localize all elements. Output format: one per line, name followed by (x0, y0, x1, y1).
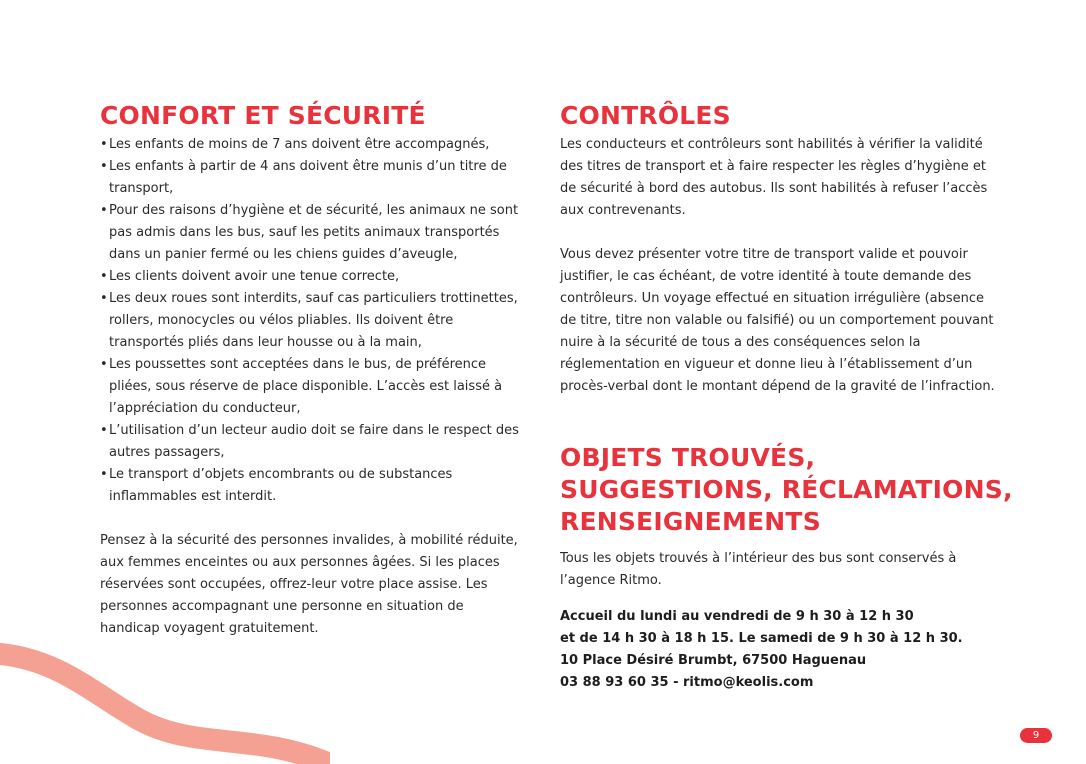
list-item: • Les enfants de moins de 7 ans doivent être accompagnés, (100, 134, 520, 156)
left-column (100, 100, 520, 640)
lost-objects-title (560, 442, 1013, 538)
opening-hours-line: Accueil du lundi au vendredi de 9 h 30 à 12 h 30 (560, 609, 914, 624)
decorative-wave (0, 640, 330, 764)
lost-objects-title-line: SUGGESTIONS, RÉCLAMATIONS, (560, 475, 1013, 504)
controls-paragraph-1: Les conducteurs et contrôleurs sont habilités à vérifier la validité des titres de transport et à faire respecter les règles d’hygiène et de sécurité à bord des autobus. Ils sont habilités à refuser l’accès aux contrevenants. (560, 137, 988, 218)
controls-paragraph-2: Vous devez présenter votre titre de transport valide et pouvoir justifier, le cas échéant, de votre identité à toute demande des contrôleurs. Un voyage effectué en situation irrégulière (absence de titre, titre non valable ou falsifié) ou un comportement pouvant nuire à la sécurité de tous a des conséquences selon la réglementation en vigueur et donne lieu à l’établissement d’un procès-verbal dont le montant dépend de la gravité de l’infraction. (560, 247, 995, 394)
list-item: • Les clients doivent avoir une tenue correcte, (100, 266, 520, 288)
list-item: • Les poussettes sont acceptées dans le bus, de préférence pliées, sous réserve de place disponible. L’accès est laissé à l’appréciation du conducteur, (100, 354, 520, 420)
right-column (560, 100, 1013, 694)
lost-objects-title-line: OBJETS TROUVÉS, (560, 443, 816, 472)
opening-hours-line: et de 14 h 30 à 18 h 15. Le samedi de 9 h 30 à 12 h 30. (560, 631, 963, 646)
address-line: 10 Place Désiré Brumbt, 67500 Haguenau (560, 653, 867, 668)
comfort-rules-list (100, 134, 520, 508)
lost-objects-title-line: RENSEIGNEMENTS (560, 507, 821, 536)
page-number-badge: 9 (1020, 728, 1052, 743)
list-item: • Pour des raisons d’hygiène et de sécurité, les animaux ne sont pas admis dans les bus, sauf les petits animaux transportés dans un panier fermé ou les chiens guides d’aveugle, (100, 200, 520, 266)
lost-objects-paragraph: Tous les objets trouvés à l’intérieur des bus sont conservés à l’agence Ritmo. (560, 551, 957, 588)
list-item: • L’utilisation d’un lecteur audio doit se faire dans le respect des autres passagers, (100, 420, 520, 464)
accessibility-paragraph: Pensez à la sécurité des personnes invalides, à mobilité réduite, aux femmes enceintes ou aux personnes âgées. Si les places réservées sont occupées, offrez-leur votre place assise. Les personnes accompagnant une personne en situation de handicap voyagent gratuitement. (100, 533, 518, 636)
list-item: • Le transport d’objets encombrants ou de substances inflammables est interdit. (100, 464, 520, 508)
list-item: • Les deux roues sont interdits, sauf cas particuliers trottinettes, rollers, monocycles ou vélos pliables. Ils doivent être transportés pliés dans leur housse ou à la main, (100, 288, 520, 354)
list-item: • Les enfants à partir de 4 ans doivent être munis d’un titre de transport, (100, 156, 520, 200)
phone-email-line: 03 88 93 60 35 - ritmo@keolis.com (560, 675, 814, 690)
contact-info (560, 606, 1000, 694)
comfort-safety-title: CONFORT ET SÉCURITÉ (100, 101, 426, 130)
controls-title: CONTRÔLES (560, 101, 731, 130)
